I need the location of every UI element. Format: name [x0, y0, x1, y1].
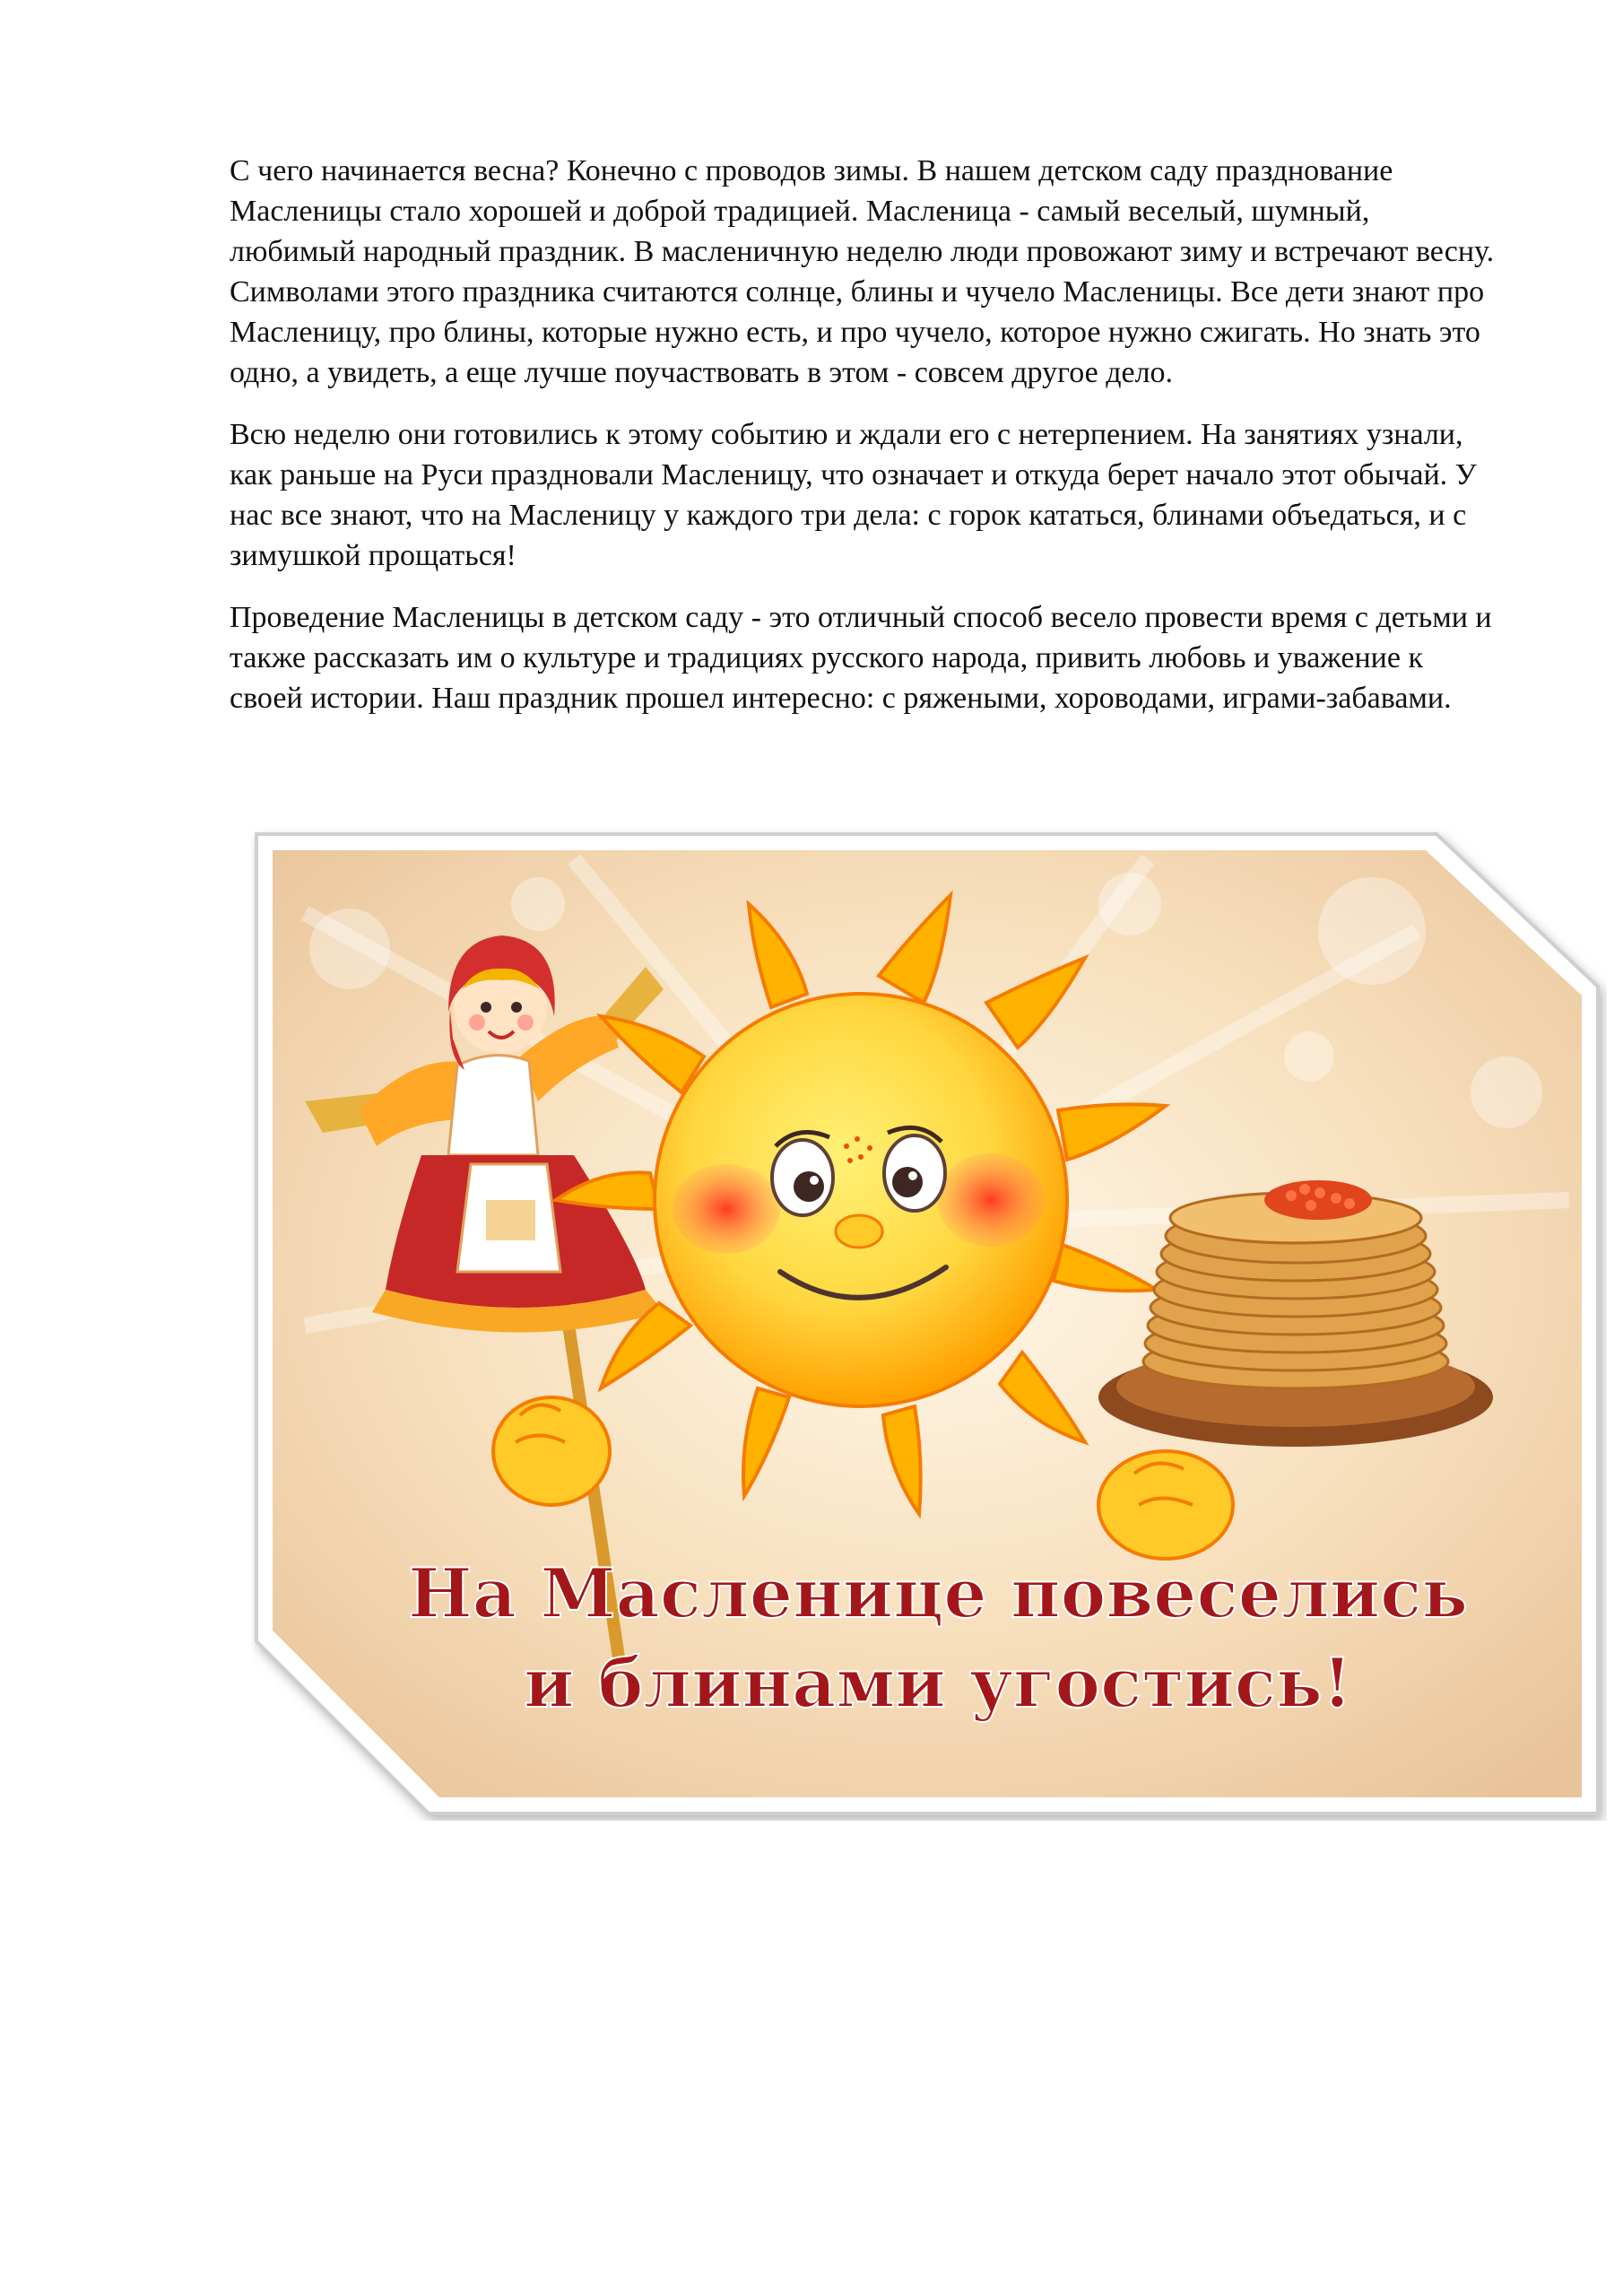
illustration-svg: [251, 823, 1607, 1821]
maslenitsa-illustration: [251, 823, 1607, 1821]
paragraph-1: С чего начинается весна? Конечно с проводов зимы. В нашем детском саду празднование Масленицы стало хорошей и доброй традицией. Масленица - самый веселый, шумный, любимый народный праздник. В масленичную неделю люди провожают зиму и встречают весну. Символами этого праздника считаются солнце, блины и чучело Масленицы. Все дети знают про Масленицу, про блины, которые нужно есть, и про чучело, которое нужно сжигать. Но знать это одно, а увидеть, а еще лучше поучаствовать в этом - совсем другое дело.: [230, 154, 1495, 389]
paragraph-2: Всю неделю они готовились к этому событию и ждали его с нетерпением. На занятиях узнали, как раньше на Руси праздновали Масленицу, что означает и откуда берет начало этот обычай. У нас все знают, что на Масленицу у каждого три дела: с горок кататься, блинами объедаться, и с зимушкой прощаться!: [230, 418, 1477, 572]
caption-line-2: и блинами угостись!: [523, 1643, 1353, 1723]
article-text: [230, 151, 1503, 740]
caption-line-1: На Масленице повеселись: [408, 1553, 1468, 1633]
sun-hand-right: [1098, 1451, 1233, 1559]
paragraph-3: Проведение Масленицы в детском саду - это отличный способ весело провести время с детьми и также рассказать им о культуре и традициях русского народа, привить любовь и уважение к своей истории. Наш праздник прошел интересно: с ряжеными, хороводами, играми-забавами.: [230, 601, 1492, 715]
sun-hand-left: [493, 1397, 610, 1505]
